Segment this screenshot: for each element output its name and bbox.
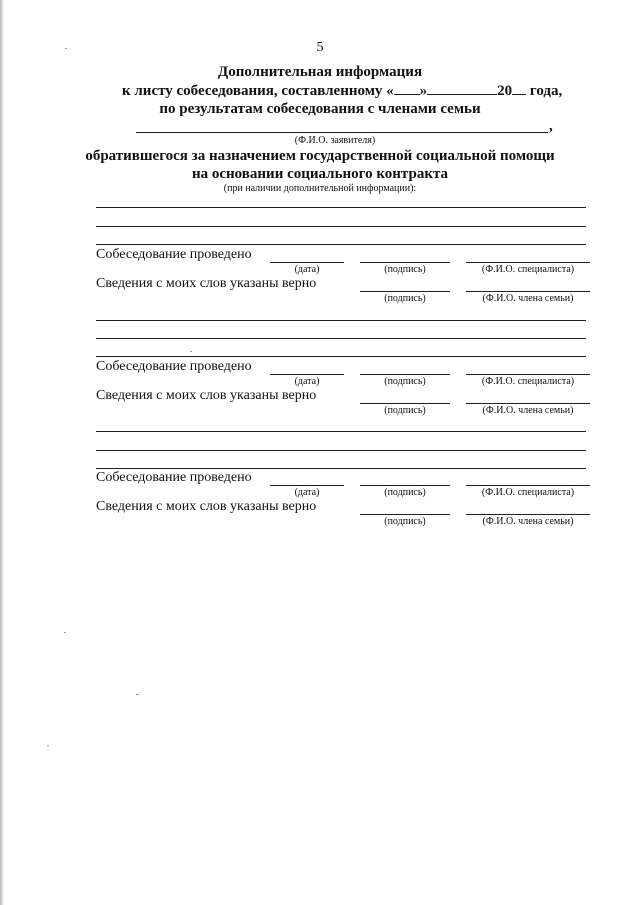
notes-line[interactable]	[96, 468, 586, 469]
specialist-caption: (Ф.И.О. специалиста)	[481, 376, 575, 387]
applicant-caption: (Ф.И.О. заявителя)	[294, 135, 376, 146]
notes-line[interactable]	[96, 207, 586, 208]
confirm-label: Сведения с моих слов указаны верно	[96, 388, 317, 403]
member-signature-caption: (подпись)	[384, 516, 426, 527]
date-field[interactable]	[270, 485, 344, 486]
specialist-name-field[interactable]	[466, 262, 590, 263]
confirm-label: Сведения с моих слов указаны верно	[96, 276, 317, 291]
subtitle-quote-close: »	[419, 83, 428, 99]
applicant-comma: ,	[549, 118, 553, 134]
page-number: 5	[316, 40, 324, 55]
signature-caption: (подпись)	[384, 376, 426, 387]
member-name-field[interactable]	[466, 514, 590, 515]
interview-label: Собеседование проведено	[96, 359, 252, 374]
subtitle-prefix: к листу собеседования, составленному «	[122, 83, 394, 99]
specialist-name-field[interactable]	[466, 485, 590, 486]
specialist-signature-field[interactable]	[360, 262, 450, 263]
date-caption: (дата)	[294, 264, 320, 275]
interview-label: Собеседование проведено	[96, 470, 252, 485]
subtitle-line	[122, 83, 562, 100]
member-signature-caption: (подпись)	[384, 293, 426, 304]
heading-line1: обратившегося за назначением государственной социальной помощи	[85, 148, 555, 164]
date-field[interactable]	[270, 374, 344, 375]
subtitle-year-prefix: 20	[497, 83, 513, 99]
specialist-signature-field[interactable]	[360, 374, 450, 375]
date-caption: (дата)	[294, 376, 320, 387]
specialist-caption: (Ф.И.О. специалиста)	[481, 487, 575, 498]
signature-caption: (подпись)	[384, 264, 426, 275]
month-blank[interactable]	[427, 94, 497, 95]
specialist-signature-field[interactable]	[360, 485, 450, 486]
notes-line[interactable]	[96, 356, 586, 357]
heading-line2: на основании социального контракта	[191, 166, 449, 182]
heading-note: (при наличии дополнительной информации):	[223, 183, 417, 194]
notes-line[interactable]	[96, 338, 586, 339]
member-signature-caption: (подпись)	[384, 405, 426, 416]
notes-line[interactable]	[96, 226, 586, 227]
scan-speck	[64, 632, 66, 633]
member-caption: (Ф.И.О. члена семьи)	[482, 516, 574, 527]
member-name-field[interactable]	[466, 403, 590, 404]
day-blank[interactable]	[394, 94, 420, 95]
notes-line[interactable]	[96, 320, 586, 321]
member-signature-field[interactable]	[360, 514, 450, 515]
member-name-field[interactable]	[466, 291, 590, 292]
year-blank[interactable]	[512, 94, 526, 95]
signature-caption: (подпись)	[384, 487, 426, 498]
page-title: Дополнительная информация	[217, 64, 423, 80]
subtitle-line2: по результатам собеседования с членами семьи	[159, 101, 481, 117]
specialist-name-field[interactable]	[466, 374, 590, 375]
subtitle-suffix: года,	[529, 83, 563, 99]
member-signature-field[interactable]	[360, 403, 450, 404]
interview-label: Собеседование проведено	[96, 247, 252, 262]
notes-line[interactable]	[96, 431, 586, 432]
applicant-name-field[interactable]	[136, 132, 548, 133]
scan-speck	[47, 745, 49, 746]
notes-line[interactable]	[96, 450, 586, 451]
confirm-label: Сведения с моих слов указаны верно	[96, 499, 317, 514]
scan-speck	[65, 48, 67, 49]
member-caption: (Ф.И.О. члена семьи)	[482, 405, 574, 416]
member-signature-field[interactable]	[360, 291, 450, 292]
notes-line[interactable]	[96, 244, 586, 245]
member-caption: (Ф.И.О. члена семьи)	[482, 293, 574, 304]
date-field[interactable]	[270, 262, 344, 263]
scan-speck	[136, 694, 139, 695]
scan-speck	[190, 351, 192, 352]
specialist-caption: (Ф.И.О. специалиста)	[481, 264, 575, 275]
date-caption: (дата)	[294, 487, 320, 498]
scan-edge	[0, 0, 4, 905]
